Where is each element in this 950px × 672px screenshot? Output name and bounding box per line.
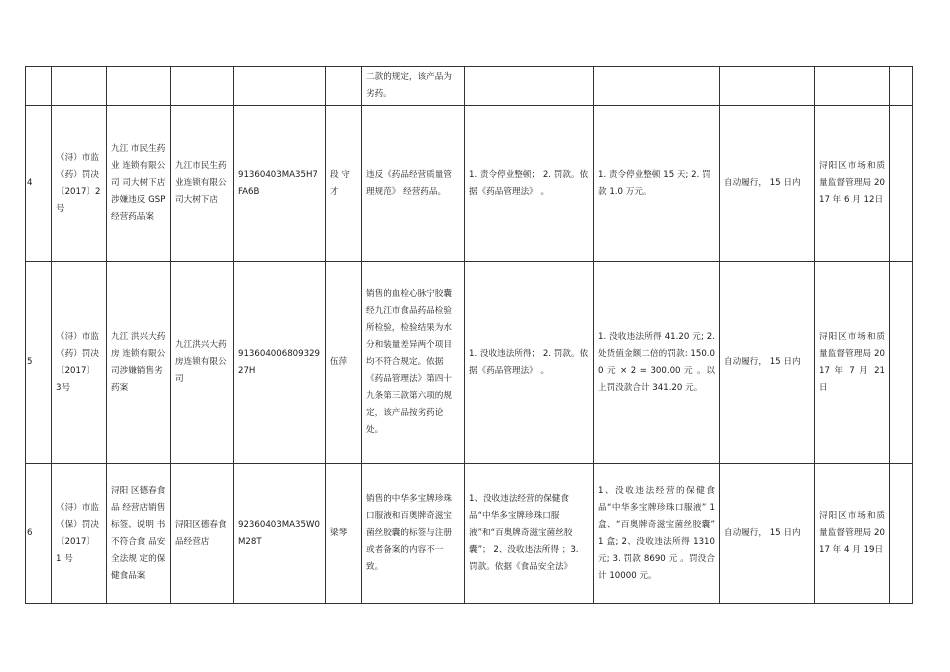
party-name: 九江市民生药业连锁有限公司大树下店: [171, 106, 234, 262]
case-number: （浔）市监（药）罚决〔2017〕2号: [52, 106, 107, 262]
credit-code: 91360403MA35H7FA6B: [234, 106, 326, 262]
table-row: [26, 67, 913, 106]
credit-code: 92360403MA35W0M28T: [234, 464, 326, 604]
party-name: 九江洪兴大药房连锁有限公司: [171, 262, 234, 464]
legal-representative: [326, 67, 362, 106]
performance: 自动履行， 15 日内: [720, 106, 815, 262]
penalty-basis: 1. 没收违法所得； 2. 罚款。依据《药品管理法》 。: [465, 262, 594, 464]
case-name: 九江 市民生药业 连锁有限公司 司大树下店 涉嫌违反 GSP经营药品案: [107, 106, 171, 262]
extra-cell: [890, 106, 913, 262]
performance: 自动履行， 15 日内: [720, 262, 815, 464]
violation-facts: 违反《药品经营质量管理规范》 经营药品。: [362, 106, 465, 262]
authority-date: 浔阳区市场和质量监督管理局 2017 年 7 月 21 日: [815, 262, 890, 464]
performance: 自动履行， 15 日内: [720, 464, 815, 604]
row-number: 6: [26, 464, 52, 604]
penalty-result: 1. 责令停业整顿 15 天; 2. 罚款 1.0 万元。: [594, 106, 720, 262]
case-name: 浔阳 区德春食品 经营店销售 标签、说明 书不符合食 品安全法规 定的保健食品案: [107, 464, 171, 604]
penalty-result: 1、没收违法经营的保健食品“中华多宝牌珍珠口服液” 1 盒、“百奥牌奇滋宝菌丝胶囊” 1 盒; 2、没收违法所得 1310 元; 3. 罚款 8690 元 。罚没合计 10000 元。: [594, 464, 720, 604]
legal-representative: 伍萍: [326, 262, 362, 464]
credit-code: 91360400680932927H: [234, 262, 326, 464]
party-name: 浔阳区德春食品经营店: [171, 464, 234, 604]
extra-cell: [890, 67, 913, 106]
case-number: （浔）市监（药）罚决〔2017〕 3号: [52, 262, 107, 464]
legal-representative: 段 守才: [326, 106, 362, 262]
row-number: 5: [26, 262, 52, 464]
extra-cell: [890, 262, 913, 464]
violation-facts: 二款的规定，该产品为劣药。: [362, 67, 465, 106]
table-row: [26, 262, 913, 464]
violation-facts: 销售的血栓心脉宁胶囊经九江市食品药品检验所检验，检验结果为水分和装量差异两个项目均不符合规定。依据《药品管理法》第四十九条第三款第六项的规定，该产品按劣药论处。: [362, 262, 465, 464]
credit-code: [234, 67, 326, 106]
table-row: [26, 106, 913, 262]
row-number: 4: [26, 106, 52, 262]
authority-date: 浔阳区市场和质量监督管理局 2017 年 6 月 12日: [815, 106, 890, 262]
extra-cell: [890, 464, 913, 604]
case-number: （浔）市监（保）罚决〔2017〕 1 号: [52, 464, 107, 604]
case-name: 九江 洪兴大药房 连锁有限公 司涉嫌销售劣药案: [107, 262, 171, 464]
case-name: [107, 67, 171, 106]
penalty-result: [594, 67, 720, 106]
penalty-basis: [465, 67, 594, 106]
party-name: [171, 67, 234, 106]
row-number: [26, 67, 52, 106]
violation-facts: 销售的中华多宝牌珍珠口服液和百奥牌奇滋宝菌丝胶囊的标签与注册或者备案的内容不一致。: [362, 464, 465, 604]
penalty-table: [25, 66, 913, 604]
legal-representative: 梁琴: [326, 464, 362, 604]
case-number: [52, 67, 107, 106]
table-row: [26, 464, 913, 604]
authority-date: [815, 67, 890, 106]
penalty-basis: 1. 责令停业整顿； 2. 罚款。依据《药品管理法》 。: [465, 106, 594, 262]
penalty-basis: 1、没收违法经营的保健食品“中华多宝牌珍珠口服液”和“百奥牌奇滋宝菌丝胶囊”； 2、没收违法所得 ；3. 罚款。依据《食品安全法》: [465, 464, 594, 604]
penalty-result: 1. 没收违法所得 41.20 元; 2. 处货值金额二倍的罚款: 150.00 元 × 2 = 300.00 元 。以上罚没款合计 341.20 元。: [594, 262, 720, 464]
authority-date: 浔阳区市场和质量监督管理局 2017 年 4 月 19日: [815, 464, 890, 604]
performance: [720, 67, 815, 106]
